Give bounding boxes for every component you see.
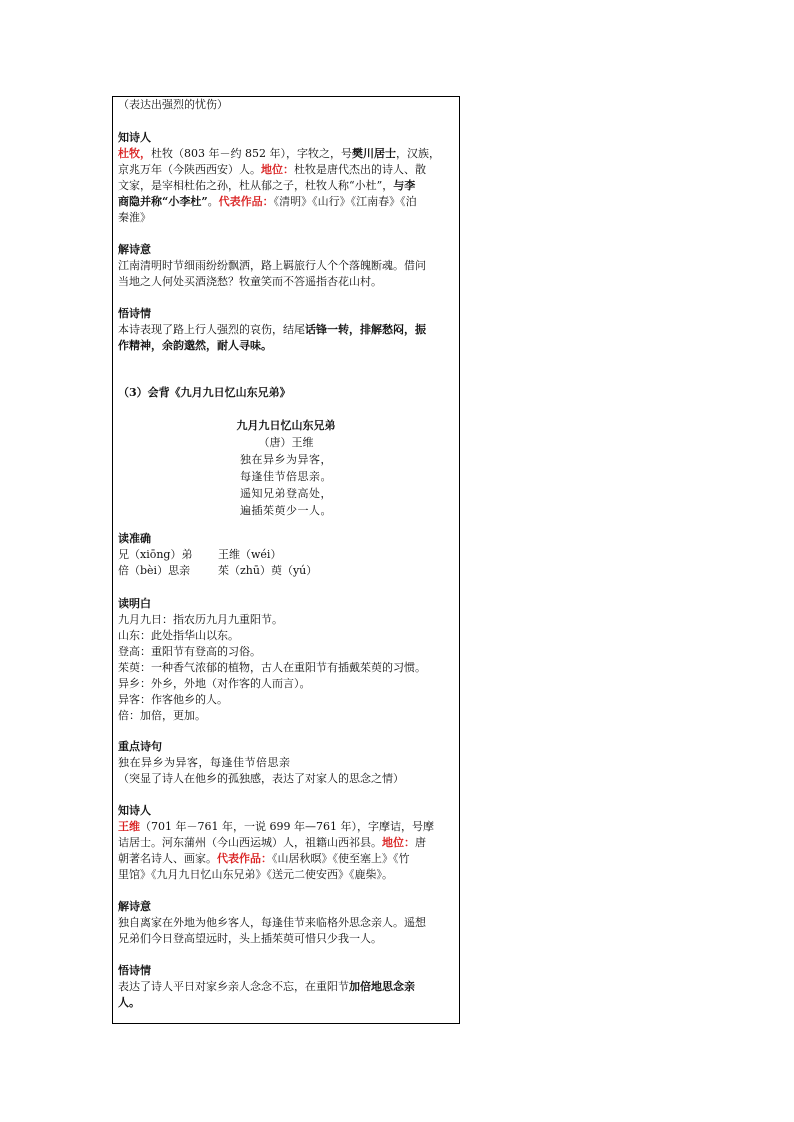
du-mu-meaning-line2: 当地之人何处买酒浇愁？牧童笑而不答遥指杏花山村。: [118, 275, 382, 288]
key-line-verse: 独在异乡为异客，每逢佳节倍思亲: [118, 756, 291, 769]
top-note: （表达出强烈的忧伤）: [118, 98, 228, 111]
wang-wei-line1: [118, 819, 456, 835]
text: 表达了诗人平日对家乡亲人念念不忘，在重阳节: [118, 980, 349, 993]
du-mu-meaning-heading: 解诗意: [118, 243, 151, 256]
bold-text: 樊川居士: [351, 147, 396, 160]
poem-line-3: 遥知兄弟登高处，: [240, 487, 332, 500]
poem-line-4: 遍插茱萸少一人。: [240, 504, 332, 517]
bold-text: 话锋一转，排解愁闷，振: [305, 323, 426, 336]
glossary-item: 山东：此处指华山以东。: [118, 629, 239, 642]
section3-heading: （3）会背《九月九日忆山东兄弟》: [118, 386, 291, 399]
wang-wei-meaning-line1: 独自离家在外地为他乡客人，每逢佳节来临格外思念亲人。遥想: [118, 916, 426, 929]
pronunciation-row-2: [118, 563, 456, 579]
text: 《山居秋暝》《使至塞上》《竹: [272, 852, 410, 865]
text: 文家，是宰相杜佑之孙，杜从郁之子，杜牧人称“小杜”，: [118, 179, 394, 192]
text: ，汉族，: [395, 147, 440, 160]
wang-wei-line3: [118, 851, 456, 867]
text: 杜牧（803 年－约 852 年），字牧之，号: [151, 147, 352, 160]
poet-name: 王维: [118, 820, 140, 833]
status-label: 地位：: [382, 836, 415, 849]
wang-wei-meaning-heading: 解诗意: [118, 900, 151, 913]
poem-line-2: 每逢佳节倍思亲。: [240, 470, 332, 483]
poem-line-1: 独在异乡为异客，: [240, 453, 332, 466]
du-mu-poet-line1: [118, 146, 456, 162]
glossary-item: 异乡：外乡，外地（对作客的人而言）。: [118, 677, 311, 690]
glossary-item: 异客：作客他乡的人。: [118, 693, 228, 706]
du-mu-meaning-line1: 江南清明时节细雨纷纷飘洒，路上羁旅行人个个落魄断魂。借问: [118, 259, 426, 272]
bold-text: 加倍地思念亲: [349, 980, 415, 993]
pron-item: 茱（zhū）萸（yú）: [218, 564, 318, 577]
du-mu-poet-line2: [118, 162, 456, 178]
wang-wei-feeling-line2: 人。: [118, 996, 140, 1009]
pronunciation-row-1: [118, 547, 456, 563]
text: 杜牧是唐代杰出的诗人、散: [294, 163, 426, 176]
wang-wei-line4: 里馆》《九月九日忆山东兄弟》《送元二使安西》《鹿柴》。: [118, 868, 393, 881]
du-mu-feeling-heading: 悟诗情: [118, 307, 151, 320]
wang-wei-line2: [118, 835, 456, 851]
glossary-item: 茱萸：一种香气浓郁的植物，古人在重阳节有插戴茱萸的习惯。: [118, 661, 426, 674]
du-mu-poet-line5: 秦淮》: [118, 211, 151, 224]
status-label: 地位：: [261, 163, 294, 176]
text: （701 年－761 年，一说 699 年—761 年），字摩诘，号摩: [140, 820, 434, 833]
du-mu-poet-line3: [118, 178, 456, 194]
glossary-item: 登高：重阳节有登高的习俗。: [118, 645, 261, 658]
du-mu-feeling-line1: [118, 322, 456, 338]
du-mu-feeling-line2: 作精神，余韵邈然，耐人寻味。: [118, 339, 272, 352]
du-mu-poet-heading: 知诗人: [118, 131, 151, 144]
key-line-note: （突显了诗人在他乡的孤独感，表达了对家人的思念之情）: [118, 772, 404, 785]
text: 本诗表现了路上行人强烈的哀伤，结尾: [118, 323, 305, 336]
wang-wei-feeling-heading: 悟诗情: [118, 964, 151, 977]
bold-text: 与李: [393, 179, 416, 192]
text: 京兆万年（今陕西西安）人。: [118, 163, 261, 176]
works-label: 代表作品：: [218, 195, 274, 208]
text: 诘居士。河东蒲州（今山西运城）人，祖籍山西祁县。: [118, 836, 382, 849]
pron-item: 兄（xiōng）弟: [118, 548, 193, 561]
glossary-item: 倍：加倍，更加。: [118, 709, 206, 722]
works-label: 代表作品：: [217, 852, 272, 865]
glossary-item: 九月九日：指农历九月九重阳节。: [118, 613, 283, 626]
du-mu-poet-line4: [118, 194, 456, 210]
text: 唐: [415, 836, 426, 849]
text: 《清明》《山行》《江南春》《泊: [273, 195, 417, 208]
text: 。: [207, 195, 219, 208]
glossary-heading: 读明白: [118, 597, 151, 610]
wang-wei-meaning-line2: 兄弟们今日登高望远时，头上插茱萸可惜只少我一人。: [118, 932, 382, 945]
text: 朝著名诗人、画家。: [118, 852, 217, 865]
wang-wei-poet-heading: 知诗人: [118, 804, 151, 817]
bold-text: 商隐并称“小李杜”: [118, 195, 208, 208]
pron-item: 王维（wéi）: [218, 548, 282, 561]
poem-title: 九月九日忆山东兄弟: [236, 419, 336, 432]
poem-author: （唐）王维: [258, 436, 314, 449]
pron-item: 倍（bèi）思亲: [118, 564, 191, 577]
poet-name: 杜牧，: [118, 147, 151, 160]
wang-wei-feeling-line1: [118, 979, 456, 995]
pronunciation-heading: 读准确: [118, 532, 151, 545]
key-line-heading: 重点诗句: [118, 740, 162, 753]
